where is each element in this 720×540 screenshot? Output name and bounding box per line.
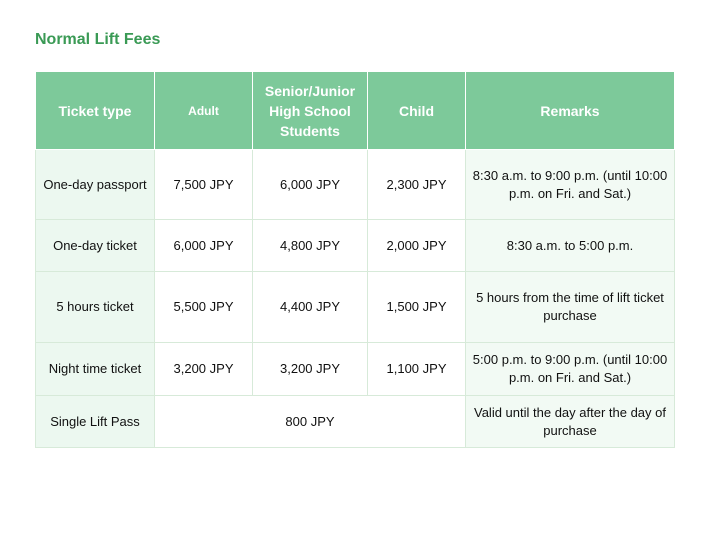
single-lift-price-cell: 800 JPY xyxy=(155,396,466,448)
column-header-adult: Adult xyxy=(155,72,253,150)
senior-junior-price-cell: 6,000 JPY xyxy=(253,150,368,220)
column-header-senior-junior: Senior/Junior High School Students xyxy=(253,72,368,150)
ticket-type-cell: 5 hours ticket xyxy=(36,272,155,343)
table-row xyxy=(36,396,675,448)
remarks-cell: 5:00 p.m. to 9:00 p.m. (until 10:00 p.m. on Fri. and Sat.) xyxy=(466,343,675,396)
remarks-cell: 8:30 a.m. to 9:00 p.m. (until 10:00 p.m. on Fri. and Sat.) xyxy=(466,150,675,220)
ticket-type-cell: One-day ticket xyxy=(36,220,155,272)
table-row xyxy=(36,343,675,396)
adult-price-cell: 7,500 JPY xyxy=(155,150,253,220)
ticket-type-cell: One-day passport xyxy=(36,150,155,220)
adult-price-cell: 5,500 JPY xyxy=(155,272,253,343)
remarks-cell: Valid until the day after the day of purchase xyxy=(466,396,675,448)
senior-junior-price-cell: 4,800 JPY xyxy=(253,220,368,272)
remarks-cell: 8:30 a.m. to 5:00 p.m. xyxy=(466,220,675,272)
adult-price-cell: 3,200 JPY xyxy=(155,343,253,396)
remarks-cell: 5 hours from the time of lift ticket purchase xyxy=(466,272,675,343)
table-row xyxy=(36,272,675,343)
column-header-child: Child xyxy=(368,72,466,150)
table-row xyxy=(36,150,675,220)
column-header-ticket-type: Ticket type xyxy=(36,72,155,150)
senior-junior-price-cell: 3,200 JPY xyxy=(253,343,368,396)
adult-price-cell: 6,000 JPY xyxy=(155,220,253,272)
child-price-cell: 2,300 JPY xyxy=(368,150,466,220)
page-title: Normal Lift Fees xyxy=(35,31,161,48)
table-header-row xyxy=(36,72,675,150)
lift-fees-table xyxy=(35,71,675,448)
senior-junior-price-cell: 4,400 JPY xyxy=(253,272,368,343)
ticket-type-cell: Single Lift Pass xyxy=(36,396,155,448)
column-header-remarks: Remarks xyxy=(466,72,675,150)
child-price-cell: 1,100 JPY xyxy=(368,343,466,396)
table-row xyxy=(36,220,675,272)
child-price-cell: 2,000 JPY xyxy=(368,220,466,272)
ticket-type-cell: Night time ticket xyxy=(36,343,155,396)
child-price-cell: 1,500 JPY xyxy=(368,272,466,343)
